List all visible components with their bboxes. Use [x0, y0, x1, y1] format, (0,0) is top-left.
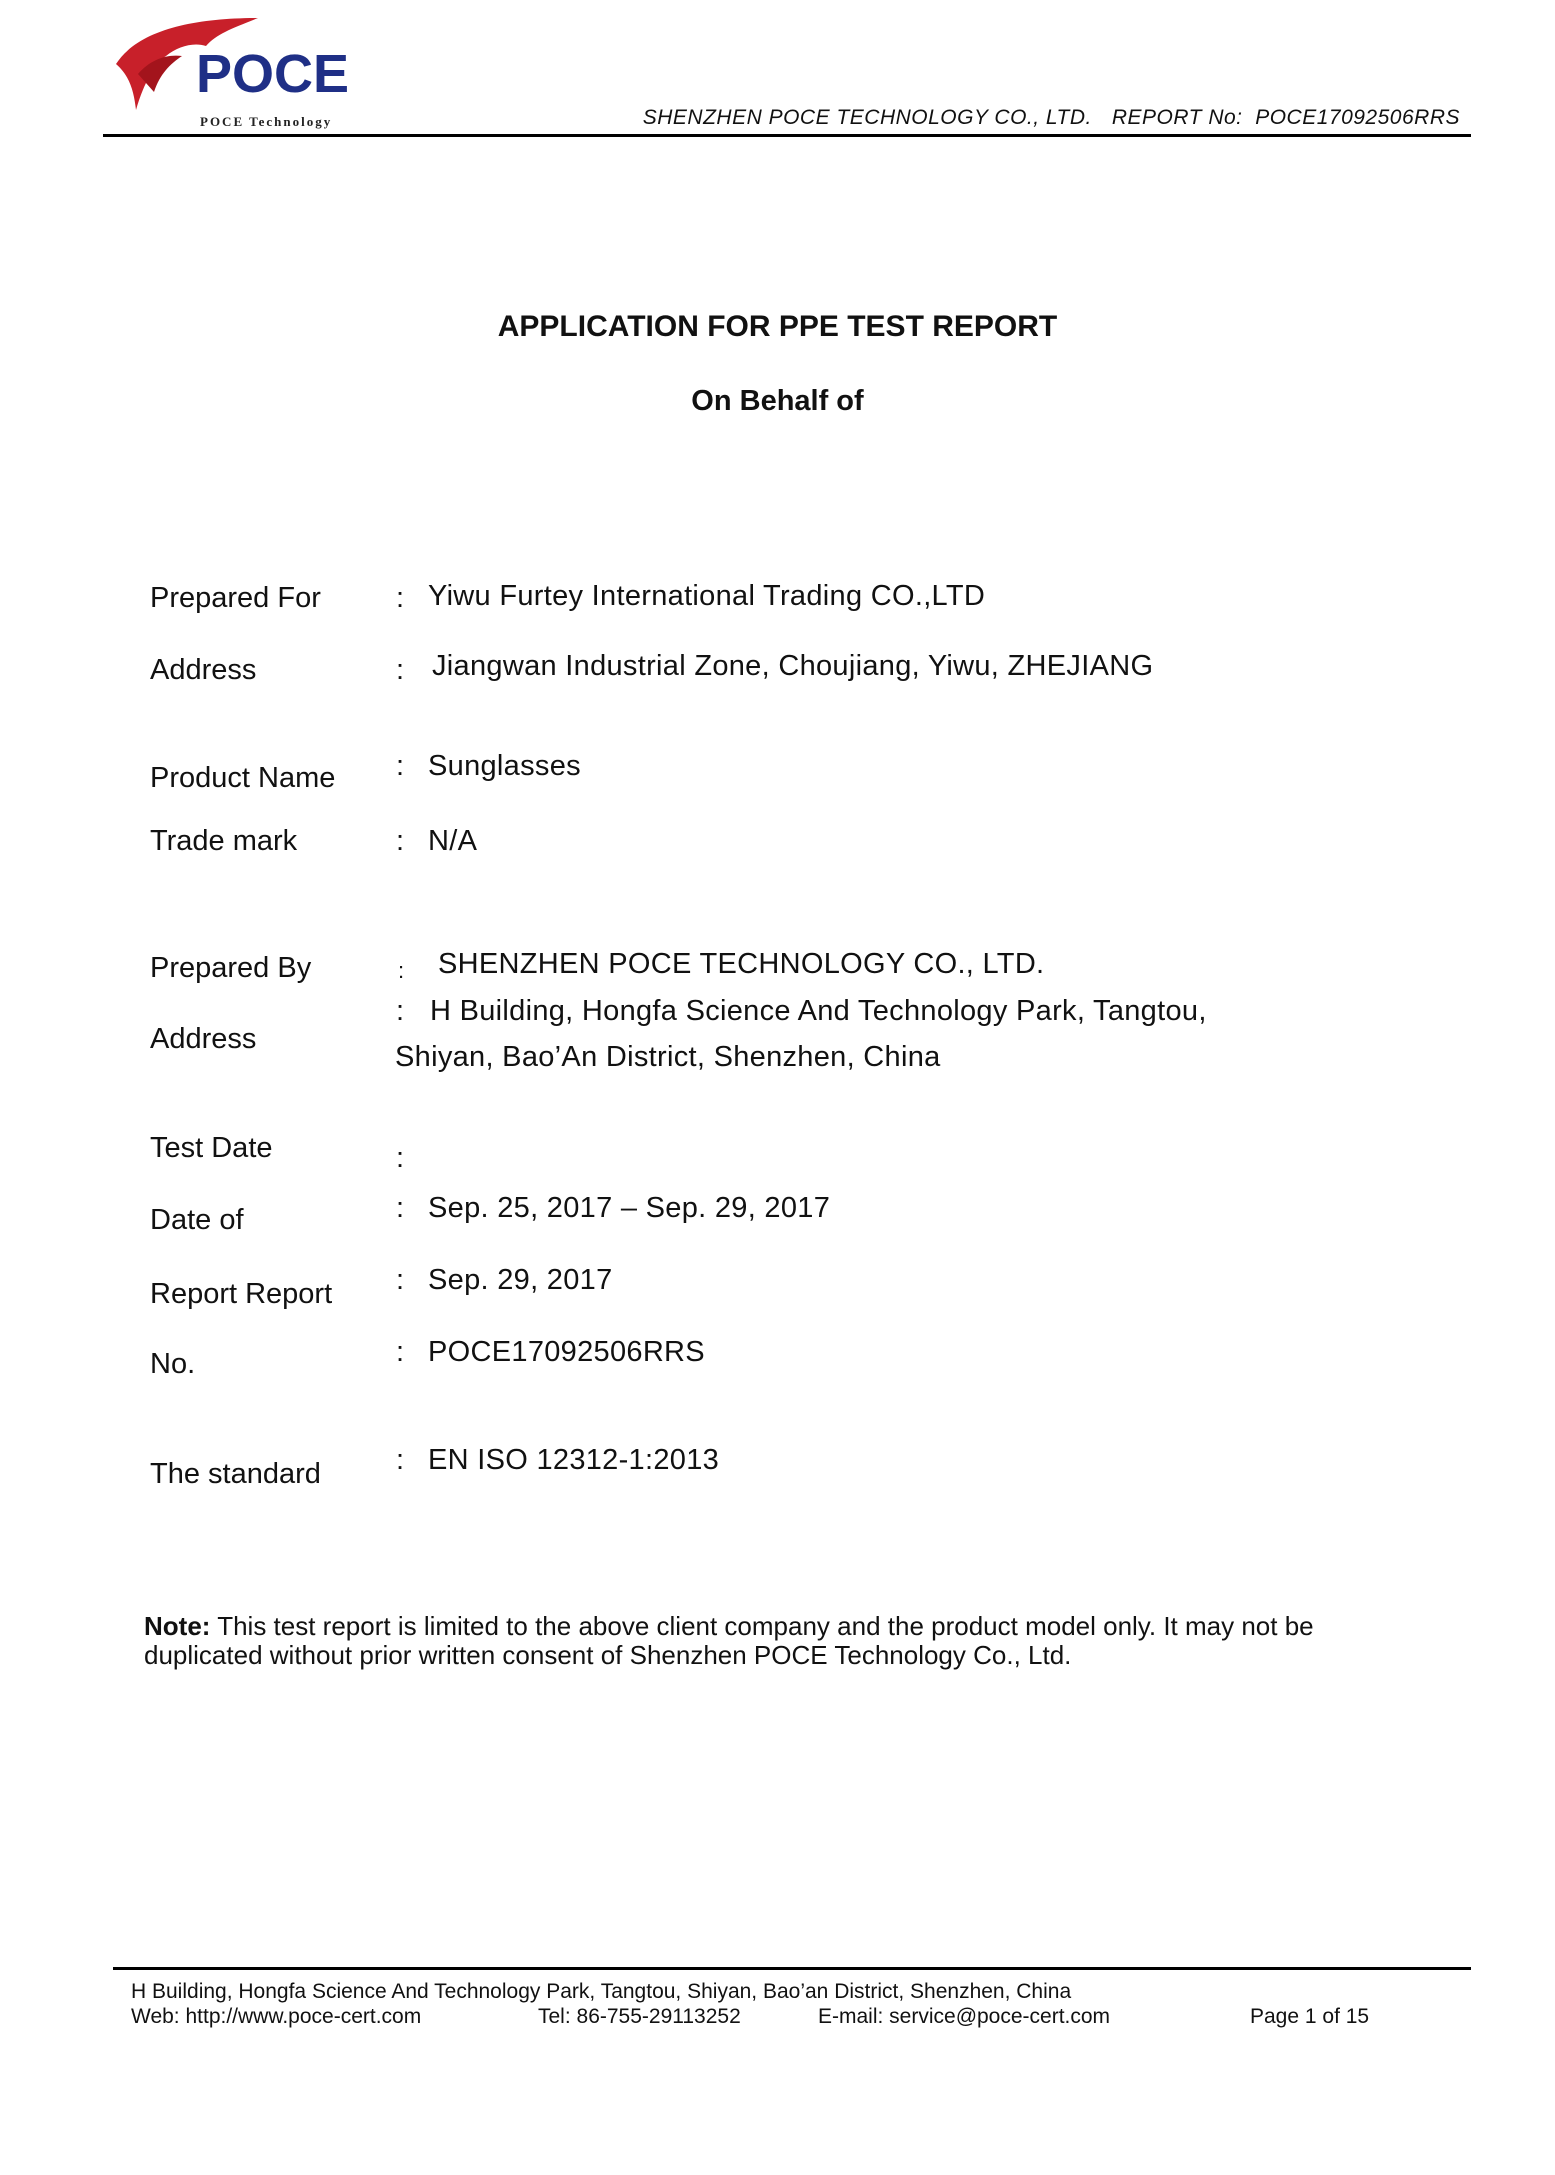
prepared-for-label: Prepared For [150, 582, 321, 614]
footer-address: H Building, Hongfa Science And Technology Park, Tangtou, Shiyan, Bao’an District, Shenzhen, China [131, 1980, 1072, 2003]
colon: : [396, 1192, 405, 1224]
product-name-label: Product Name [150, 762, 336, 794]
header-rule [103, 134, 1471, 137]
colon: : [396, 1444, 405, 1476]
date-of-value: Sep. 25, 2017 – Sep. 29, 2017 [428, 1192, 831, 1224]
header-report-no: POCE17092506RRS [1255, 106, 1460, 129]
svg-text:POCE: POCE [196, 44, 350, 104]
prepared-for-value: Yiwu Furtey International Trading CO.,LTD [428, 580, 986, 612]
colon: : [396, 582, 405, 614]
colon: : [396, 1264, 405, 1296]
colon: : [396, 825, 405, 857]
footer-rule [113, 1967, 1471, 1970]
address-for-label: Address [150, 654, 257, 686]
footer-tel: Tel: 86-755-29113252 [538, 2005, 741, 2028]
report-report-value: Sep. 29, 2017 [428, 1264, 613, 1296]
no-label: No. [150, 1348, 196, 1380]
svg-text:POCE Technology: POCE Technology [200, 114, 333, 129]
colon: : [398, 958, 405, 983]
standard-label: The standard [150, 1458, 321, 1490]
address-by-label: Address [150, 1023, 257, 1055]
standard-value: EN ISO 12312-1:2013 [428, 1444, 720, 1476]
colon: : [396, 750, 405, 782]
poce-logo [108, 12, 378, 132]
colon: : [396, 1336, 405, 1368]
product-name-value: Sunglasses [428, 750, 581, 782]
footer-page: Page 1 of 15 [1250, 2005, 1370, 2028]
address-by-value-line2: Shiyan, Bao’An District, Shenzhen, China [395, 1041, 941, 1073]
note [144, 1612, 1434, 1670]
colon: : [396, 654, 405, 686]
no-value: POCE17092506RRS [428, 1336, 705, 1368]
footer-email: E-mail: service@poce-cert.com [818, 2005, 1111, 2028]
page-subtitle: On Behalf of [691, 385, 864, 417]
address-by-value-line1: H Building, Hongfa Science And Technology Park, Tangtou, [430, 995, 1207, 1027]
header-report-no-label: REPORT No: [1111, 106, 1243, 129]
note-text: This test report is limited to the above client company and the product model only. It may not be duplicated without prior written consent of Shenzhen POCE Technology Co., Ltd. [144, 1611, 1314, 1670]
test-date-label: Test Date [150, 1132, 273, 1164]
trade-mark-label: Trade mark [150, 825, 298, 857]
colon: : [396, 995, 405, 1027]
report-report-label: Report Report [150, 1278, 333, 1310]
prepared-by-value: SHENZHEN POCE TECHNOLOGY CO., LTD. [438, 948, 1045, 980]
address-for-value: Jiangwan Industrial Zone, Choujiang, Yiwu, ZHEJIANG [432, 650, 1154, 682]
date-of-label: Date of [150, 1204, 244, 1236]
footer-web: Web: http://www.poce-cert.com [131, 2005, 422, 2028]
prepared-by-label: Prepared By [150, 952, 312, 984]
colon: : [396, 1142, 405, 1174]
page-title: APPLICATION FOR PPE TEST REPORT [497, 310, 1058, 343]
header-company: SHENZHEN POCE TECHNOLOGY CO., LTD. [642, 106, 1092, 129]
note-label: Note: [144, 1611, 211, 1641]
trade-mark-value: N/A [428, 825, 478, 857]
header-company-report [560, 106, 1460, 130]
